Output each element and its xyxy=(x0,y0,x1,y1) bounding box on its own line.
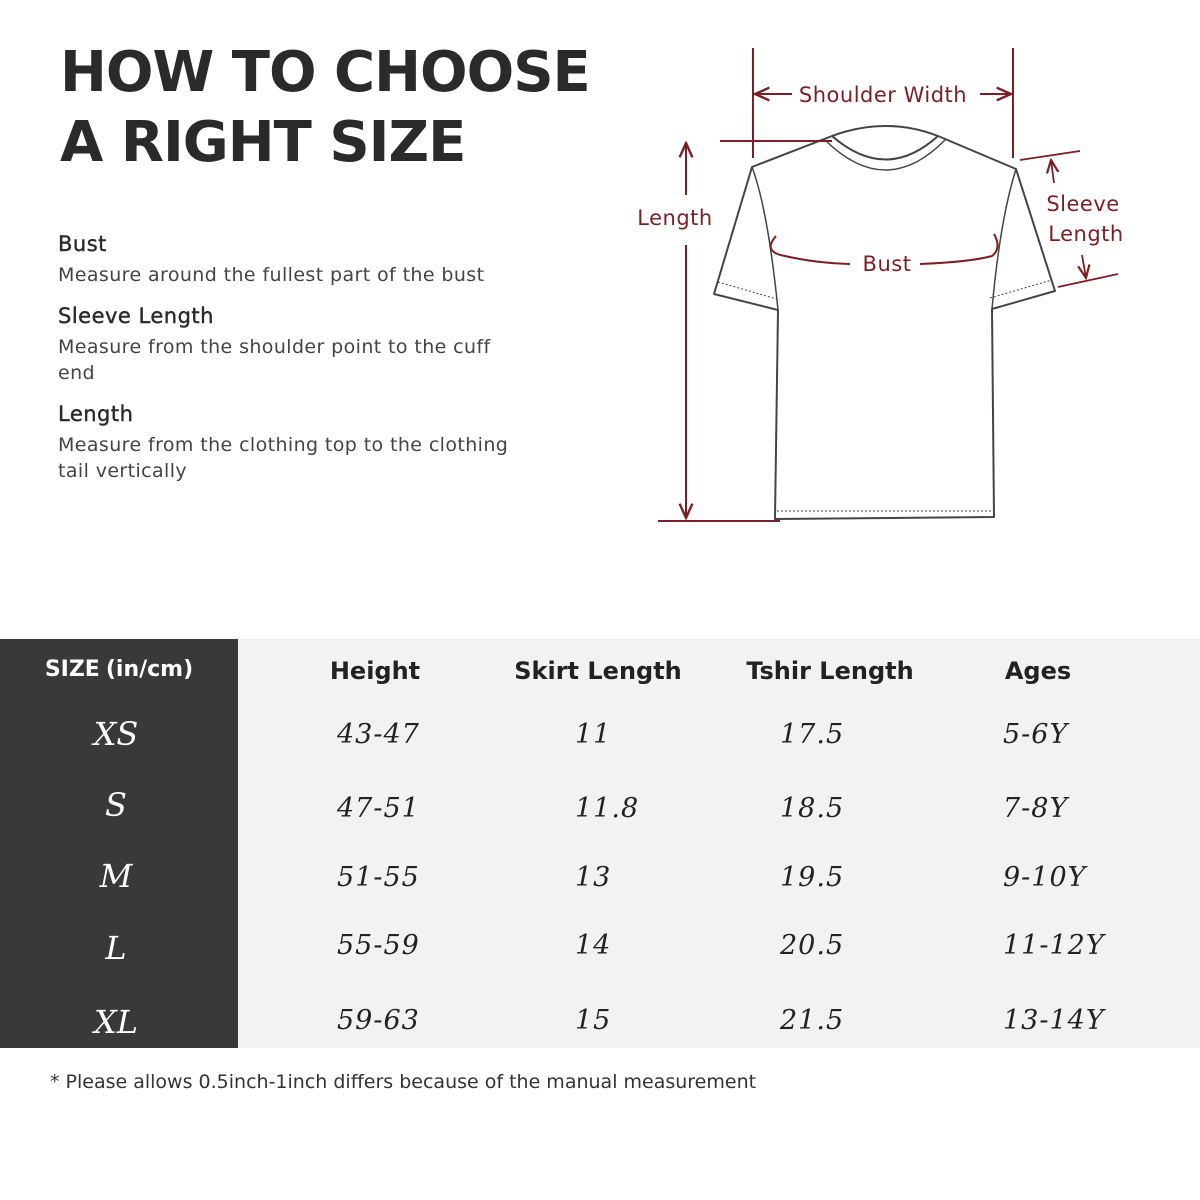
cell-tshirt-xl: 21.5 xyxy=(780,1005,845,1036)
length-label: Length xyxy=(637,206,713,230)
size-label-xl: XL xyxy=(93,1003,139,1041)
column-header-skirt-length: Skirt Length xyxy=(514,657,682,685)
definition-description: Measure from the shoulder point to the cuff end xyxy=(58,336,491,384)
size-chart-table xyxy=(0,639,1200,1048)
cell-height-xs: 43-47 xyxy=(337,719,420,750)
cell-skirt-m: 13 xyxy=(575,862,612,893)
cell-tshirt-s: 18.5 xyxy=(780,793,845,824)
definition-term: Length xyxy=(58,402,134,426)
page-title-line-1: HOW TO CHOOSE xyxy=(60,40,590,105)
definition-sleeve-length xyxy=(58,304,528,386)
cell-height-s: 47-51 xyxy=(337,793,420,824)
measurement-definitions xyxy=(58,232,528,500)
cell-skirt-xl: 15 xyxy=(575,1005,612,1036)
page-title-line-2: A RIGHT SIZE xyxy=(60,110,466,175)
tshirt-outline xyxy=(714,126,1055,519)
size-label-m: M xyxy=(99,857,133,895)
unit-header-label: (in/cm) xyxy=(105,657,194,682)
size-label-s: S xyxy=(105,786,127,824)
size-label-l: L xyxy=(105,929,127,967)
definition-term: Bust xyxy=(58,232,107,256)
sleeve-length-label-line-2: Length xyxy=(1048,222,1124,246)
sleeve-length-label-line-1: Sleeve xyxy=(1046,192,1120,216)
size-column-header xyxy=(0,657,238,682)
column-header-height: Height xyxy=(329,657,421,685)
definition-description: Measure from the clothing top to the clothing tail vertically xyxy=(58,434,509,482)
page-title xyxy=(60,38,590,178)
measurement-note: * Please allows 0.5inch-1inch differs because of the manual measurement xyxy=(50,1071,757,1093)
definition-description: Measure around the fullest part of the bust xyxy=(58,264,485,286)
cell-ages-xs: 5-6Y xyxy=(1003,719,1069,750)
size-label-xs: XS xyxy=(93,715,139,753)
cell-ages-s: 7-8Y xyxy=(1003,793,1069,824)
size-header-label: SIZE xyxy=(44,657,100,682)
cell-skirt-l: 14 xyxy=(575,930,612,961)
cell-ages-l: 11-12Y xyxy=(1003,930,1105,961)
cell-tshirt-xs: 17.5 xyxy=(780,719,845,750)
cell-skirt-s: 11.8 xyxy=(575,793,640,824)
definition-term: Sleeve Length xyxy=(58,304,214,328)
cell-height-m: 51-55 xyxy=(337,862,420,893)
column-header-tshirt-length: Tshir Length xyxy=(746,657,914,685)
column-header-ages: Ages xyxy=(1004,657,1072,685)
bust-label: Bust xyxy=(862,252,912,276)
cell-ages-m: 9-10Y xyxy=(1003,862,1087,893)
cell-tshirt-m: 19.5 xyxy=(780,862,845,893)
size-column xyxy=(0,639,238,1048)
cell-height-xl: 59-63 xyxy=(337,1005,420,1036)
shoulder-width-label: Shoulder Width xyxy=(798,83,968,107)
cell-ages-xl: 13-14Y xyxy=(1003,1005,1105,1036)
definition-bust xyxy=(58,232,528,288)
cell-skirt-xs: 11 xyxy=(575,719,612,750)
cell-tshirt-l: 20.5 xyxy=(780,930,845,961)
cell-height-l: 55-59 xyxy=(337,930,420,961)
definition-length xyxy=(58,402,528,484)
tshirt-measurement-diagram xyxy=(600,30,1160,550)
